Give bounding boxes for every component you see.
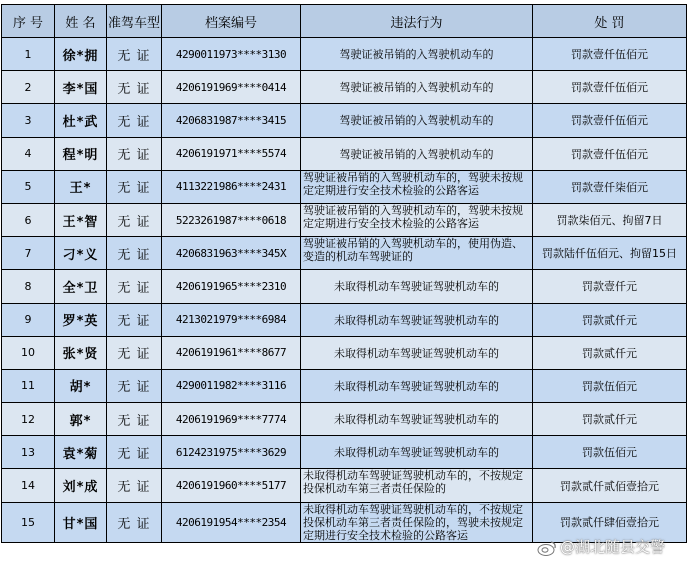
cell-name: 程*明	[55, 137, 107, 170]
cell-file-number: 4206831963****345X	[162, 237, 301, 270]
cell-seq: 1	[2, 38, 55, 71]
cell-license-type: 无 证	[107, 502, 162, 542]
header-license-type: 准驾车型	[107, 5, 162, 38]
cell-file-number: 4206191969****7774	[162, 403, 301, 436]
cell-name: 全*卫	[55, 270, 107, 303]
cell-license-type: 无 证	[107, 170, 162, 203]
cell-name: 胡*	[55, 369, 107, 402]
cell-violation: 未取得机动车驾驶证驾驶机动车的	[301, 270, 533, 303]
cell-license-type: 无 证	[107, 38, 162, 71]
cell-name: 张*贤	[55, 336, 107, 369]
cell-violation: 驾驶证被吊销的入驾驶机动车的	[301, 137, 533, 170]
cell-seq: 10	[2, 336, 55, 369]
cell-license-type: 无 证	[107, 469, 162, 502]
header-file-number: 档案编号	[162, 5, 301, 38]
table-row	[2, 469, 687, 502]
cell-seq: 14	[2, 469, 55, 502]
cell-file-number: 4206191971****5574	[162, 137, 301, 170]
cell-name: 王*智	[55, 203, 107, 236]
watermark-text: @湖北随县交警	[560, 538, 666, 556]
cell-violation: 驾驶证被吊销的入驾驶机动车的	[301, 71, 533, 104]
cell-seq: 8	[2, 270, 55, 303]
cell-penalty: 罚款贰仟元	[533, 336, 687, 369]
header-penalty: 处 罚	[533, 5, 687, 38]
cell-penalty: 罚款壹仟伍佰元	[533, 104, 687, 137]
cell-seq: 13	[2, 436, 55, 469]
cell-name: 郭*	[55, 403, 107, 436]
table-row	[2, 137, 687, 170]
cell-license-type: 无 证	[107, 71, 162, 104]
table-row	[2, 71, 687, 104]
cell-seq: 3	[2, 104, 55, 137]
cell-file-number: 4113221986****2431	[162, 170, 301, 203]
weibo-icon	[536, 540, 558, 556]
table-row	[2, 170, 687, 203]
cell-penalty: 罚款伍佰元	[533, 369, 687, 402]
table-row	[2, 104, 687, 137]
cell-penalty: 罚款贰仟元	[533, 303, 687, 336]
cell-violation: 驾驶证被吊销的入驾驶机动车的	[301, 104, 533, 137]
cell-violation: 未取得机动车驾驶证驾驶机动车的	[301, 336, 533, 369]
cell-license-type: 无 证	[107, 237, 162, 270]
cell-violation: 未取得机动车驾驶证驾驶机动车的	[301, 369, 533, 402]
cell-name: 刁*义	[55, 237, 107, 270]
cell-penalty: 罚款贰仟肆佰壹拾元	[533, 502, 687, 542]
cell-penalty: 罚款贰仟贰佰壹拾元	[533, 469, 687, 502]
cell-violation: 驾驶证被吊销的入驾驶机动车的，驾驶未按规定定期进行安全技术检验的公路客运	[301, 203, 533, 236]
cell-license-type: 无 证	[107, 137, 162, 170]
cell-penalty: 罚款壹仟伍佰元	[533, 137, 687, 170]
cell-license-type: 无 证	[107, 303, 162, 336]
cell-file-number: 4290011973****3130	[162, 38, 301, 71]
cell-penalty: 罚款壹仟柒佰元	[533, 170, 687, 203]
cell-license-type: 无 证	[107, 403, 162, 436]
header-row	[2, 5, 687, 38]
cell-seq: 2	[2, 71, 55, 104]
table-row	[2, 303, 687, 336]
cell-license-type: 无 证	[107, 104, 162, 137]
cell-file-number: 4206191961****8677	[162, 336, 301, 369]
cell-seq: 7	[2, 237, 55, 270]
table-row	[2, 203, 687, 236]
table-row	[2, 336, 687, 369]
cell-file-number: 5223261987****0618	[162, 203, 301, 236]
cell-violation: 未取得机动车驾驶证驾驶机动车的	[301, 436, 533, 469]
cell-file-number: 4206831987****3415	[162, 104, 301, 137]
cell-seq: 5	[2, 170, 55, 203]
cell-license-type: 无 证	[107, 203, 162, 236]
cell-penalty: 罚款壹仟伍佰元	[533, 71, 687, 104]
table-row	[2, 436, 687, 469]
table-row	[2, 369, 687, 402]
cell-penalty: 罚款柒佰元、拘留7日	[533, 203, 687, 236]
cell-name: 李*国	[55, 71, 107, 104]
cell-file-number: 4206191969****0414	[162, 71, 301, 104]
table-row	[2, 38, 687, 71]
cell-violation: 驾驶证被吊销的入驾驶机动车的，驾驶未按规定定期进行安全技术检验的公路客运	[301, 170, 533, 203]
cell-penalty: 罚款伍佰元	[533, 436, 687, 469]
cell-seq: 12	[2, 403, 55, 436]
cell-violation: 驾驶证被吊销的入驾驶机动车的	[301, 38, 533, 71]
cell-seq: 15	[2, 502, 55, 542]
cell-name: 徐*拥	[55, 38, 107, 71]
cell-file-number: 4206191960****5177	[162, 469, 301, 502]
cell-license-type: 无 证	[107, 436, 162, 469]
cell-name: 王*	[55, 170, 107, 203]
table-row	[2, 270, 687, 303]
header-name: 姓 名	[55, 5, 107, 38]
weibo-watermark	[536, 536, 665, 557]
cell-seq: 4	[2, 137, 55, 170]
cell-penalty: 罚款贰仟元	[533, 403, 687, 436]
cell-violation: 驾驶证被吊销的入驾驶机动车的，使用伪造、变造的机动车驾驶证的	[301, 237, 533, 270]
cell-file-number: 4290011982****3116	[162, 369, 301, 402]
table-row	[2, 403, 687, 436]
cell-name: 袁*菊	[55, 436, 107, 469]
cell-license-type: 无 证	[107, 270, 162, 303]
cell-name: 甘*国	[55, 502, 107, 542]
cell-file-number: 4206191965****2310	[162, 270, 301, 303]
cell-license-type: 无 证	[107, 336, 162, 369]
cell-license-type: 无 证	[107, 369, 162, 402]
cell-violation: 未取得机动车驾驶证驾驶机动车的	[301, 303, 533, 336]
cell-violation: 未取得机动车驾驶证驾驶机动车的，不按规定投保机动车第三者责任保险的，驾驶未按规定定期进行安全技术检验的公路客运	[301, 502, 533, 542]
cell-name: 刘*成	[55, 469, 107, 502]
cell-seq: 11	[2, 369, 55, 402]
cell-violation: 未取得机动车驾驶证驾驶机动车的，不按规定投保机动车第三者责任保险的	[301, 469, 533, 502]
penalty-table	[1, 4, 687, 543]
table-row	[2, 237, 687, 270]
cell-violation: 未取得机动车驾驶证驾驶机动车的	[301, 403, 533, 436]
cell-file-number: 4213021979****6984	[162, 303, 301, 336]
cell-name: 杜*武	[55, 104, 107, 137]
header-violation: 违法行为	[301, 5, 533, 38]
cell-penalty: 罚款壹仟元	[533, 270, 687, 303]
cell-name: 罗*英	[55, 303, 107, 336]
cell-penalty: 罚款陆仟伍佰元、拘留15日	[533, 237, 687, 270]
cell-seq: 9	[2, 303, 55, 336]
cell-penalty: 罚款壹仟伍佰元	[533, 38, 687, 71]
cell-file-number: 6124231975****3629	[162, 436, 301, 469]
cell-file-number: 4206191954****2354	[162, 502, 301, 542]
cell-seq: 6	[2, 203, 55, 236]
header-seq: 序 号	[2, 5, 55, 38]
